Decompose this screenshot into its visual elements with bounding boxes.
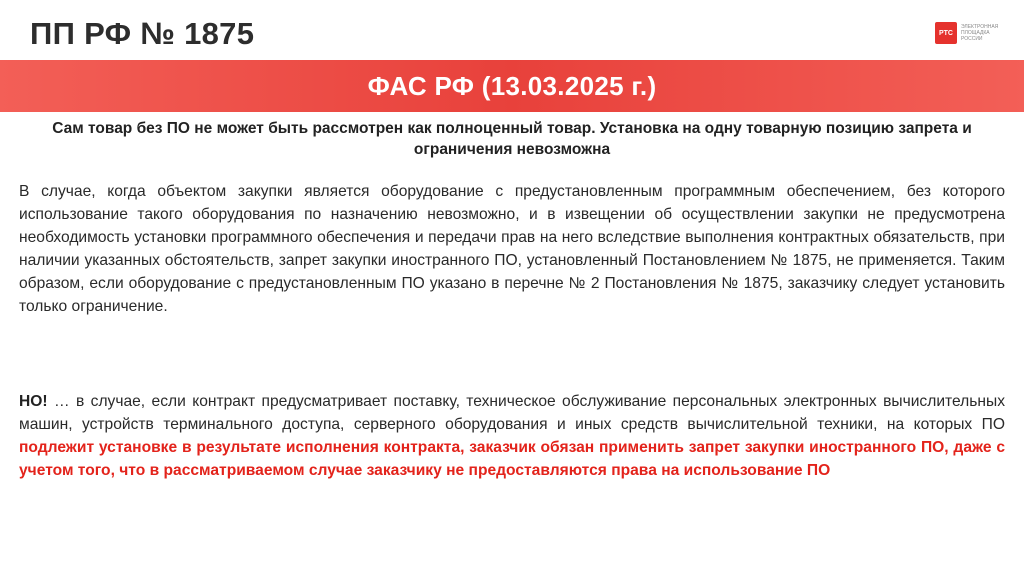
paragraph-1: В случае, когда объектом закупки является оборудование с предустановленным программным обеспечением, без которого использование такого оборудования по назначению невозможно, и в извещении об осуществлении закупки не предусмотрена необходимость установки программного обеспечения и передачи прав на него вследствие выполнения контрактных обязательств, при наличии указанных обстоятельств, запрет закупки иностранного ПО, установленный Постановлением № 1875, не применяется. Таким образом, если оборудование с предустановленным ПО указано в перечне № 2 Постановления № 1875, заказчику следует установить только ограничение. [19, 183, 1005, 315]
paragraph-2-body: … в случае, если контракт предусматривает поставку, техническое обслуживание персональных электронных вычислительных машин, устройств терминального доступа, серверного оборудования и иных средств вычислительной техники, на которых ПО [19, 393, 1005, 433]
slide-title: ПП РФ № 1875 [30, 16, 255, 51]
rts-logo [935, 22, 1007, 44]
section-banner [0, 60, 1024, 112]
subheading: Сам товар без ПО не может быть рассмотрен как полноценный товар. Установка на одну товарную позицию запрета и ограничения невозможна [52, 120, 972, 158]
rts-logo-text: ЭЛЕКТРОННАЯ ПЛОЩАДКА РОССИИ [961, 24, 999, 42]
paragraph-2 [19, 390, 1005, 482]
banner-title: ФАС РФ (13.03.2025 г.) [367, 70, 657, 101]
rts-logo-mark: РТС [935, 22, 957, 44]
paragraph-2-highlight: подлежит установке в результате исполнения контракта, заказчик обязан применить запрет закупки иностранного ПО, даже с учетом того, что в рассматриваемом случае заказчику не предоставляются права на использование ПО [19, 439, 1005, 479]
paragraph-2-lead: НО! [19, 393, 48, 410]
